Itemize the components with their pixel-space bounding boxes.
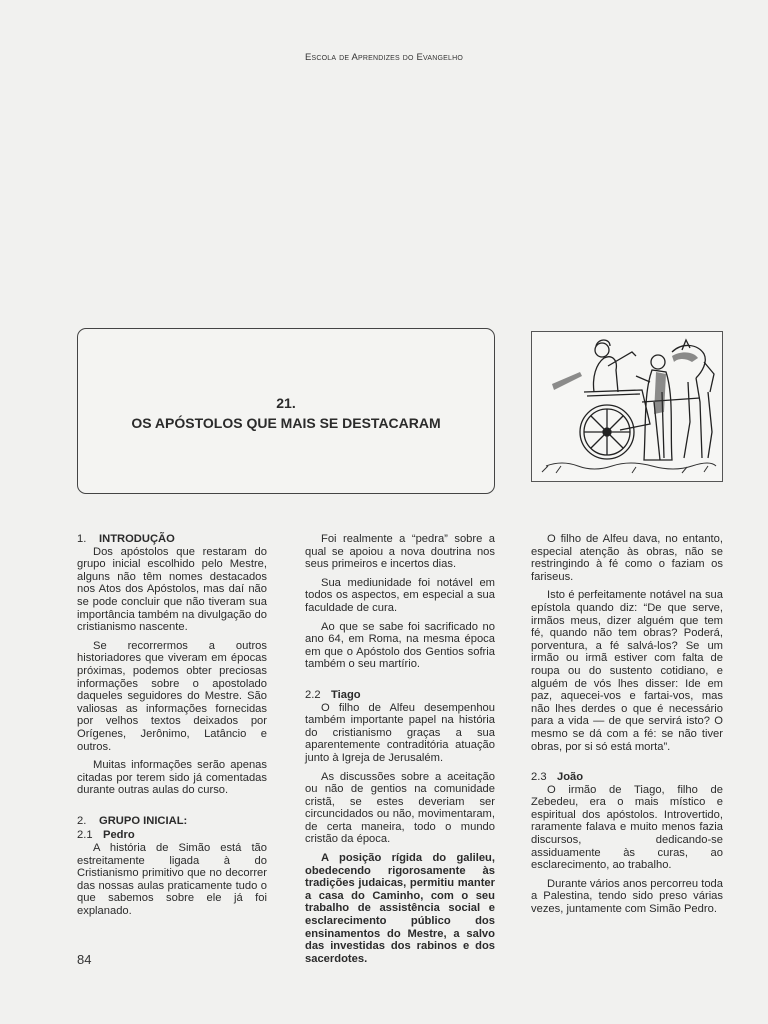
- column-right: [531, 533, 723, 922]
- pedro-paragraph: Ao que se sabe foi sacrificado no ano 64, em Roma, na mesma época em que o Apóstolo dos Gentios sofria também o seu martírio.: [305, 620, 495, 671]
- column-left: [77, 533, 267, 924]
- chariot-illustration-icon: [531, 331, 723, 482]
- section-heading-grupo-inicial: 2. GRUPO INICIAL:: [77, 814, 188, 827]
- tiago-paragraph: O filho de Alfeu dava, no entanto, especial atenção às obras, não se restringindo à fé como o faziam os fariseus.: [531, 533, 723, 583]
- intro-paragraph: Dos apóstolos que restaram do grupo inicial escolhido pelo Mestre, alguns não têm nomes destacados nos Atos dos Apóstolos, mas daí não se pode concluir que não tiveram sua importância também na divulgação do cristianismo nascente.: [77, 545, 267, 634]
- tiago-paragraph: Isto é perfeitamente notável na sua epístola quando diz: “De que serve, irmãos meus, dizer alguém que tem fé, quando não tem obras? Poderá, porventura, a fé salvá-los? Se um irmão ou irmã estiver com falta de roupa ou do sustento cotidiano, e alguém de vós lhes disser: Ide em paz, aquecei-vos e fartai-vos, mas não lhes derdes o que é necessário para a vida — de que servirá isto? O mesmo se dá com a fé: se não tiver obras, por si só está morta”.: [531, 589, 723, 753]
- tiago-paragraph: O filho de Alfeu desempenhou também importante papel na história do cristianismo graças a sua aparentemente contraditória atuação junto à Igreja de Jerusalém.: [305, 701, 495, 764]
- tiago-paragraph: As discussões sobre a aceitação ou não de gentios na comunidade cristã, se estes deveriam ser circuncidados ou não, movimentaram, de certa maneira, todo o mundo cristão da época.: [305, 770, 495, 846]
- joao-paragraph: O irmão de Tiago, filho de Zebedeu, era o mais místico e espiritual dos apóstolos. Introvertido, raramente falava e muito menos fazia discursos, dedicando-se assiduamente às curas, ao esclarecimento, ao trabalho.: [531, 783, 723, 872]
- page-number: 84: [77, 952, 92, 967]
- column-middle: [305, 533, 495, 971]
- pedro-paragraph: A história de Simão está tão estreitamente ligada à do Cristianismo primitivo que no decorrer das nossas aulas praticamente tudo o que sabemos sobre ele já foi explanado.: [77, 842, 267, 918]
- chapter-title-box: [77, 328, 495, 494]
- pedro-paragraph: Foi realmente a “pedra” sobre a qual se apoiou a nova doutrina nos seus primeiros e incertos dias.: [305, 533, 495, 571]
- section-heading-tiago: 2.2 Tiago: [305, 688, 361, 701]
- chapter-title: OS APÓSTOLOS QUE MAIS SE DESTACARAM: [131, 415, 441, 431]
- pedro-paragraph: Sua mediunidade foi notável em todos os aspectos, em especial a sua faculdade de cura.: [305, 576, 495, 614]
- running-header: Escola de Aprendizes do Evangelho: [304, 52, 464, 63]
- joao-paragraph: Durante vários anos percorreu toda a Palestina, tendo sido preso várias vezes, juntamente com Simão Pedro.: [531, 877, 723, 916]
- tiago-emphasis-paragraph: A posição rígida do galileu, obedecendo rigorosamente às tradições judaicas, permitiu manter a casa do Caminho, com o seu trabalho de assistência social e esclarecimento público dos ensinamentos do Mestre, a salvo das investidas dos rabinos e dos sacerdotes.: [305, 852, 495, 965]
- section-heading-joao: 2.3 João: [531, 771, 584, 784]
- intro-paragraph: Muitas informações serão apenas citadas por terem sido já comentadas durante outras aulas do curso.: [77, 759, 267, 797]
- section-heading-pedro: 2.1 Pedro: [77, 829, 135, 842]
- chapter-number: 21.: [276, 395, 296, 411]
- intro-paragraph: Se recorrermos a outros historiadores que viveram em épocas próximas, podemos obter preciosas informações sobre o apostolado daqueles seguidores do Mestre. São valiosas as informações fornecidas por velhos textos deixados por Orígenes, Jerônimo, Latâncio e outros.: [77, 639, 267, 753]
- section-heading-introducao: 1. INTRODUÇÃO: [77, 533, 175, 545]
